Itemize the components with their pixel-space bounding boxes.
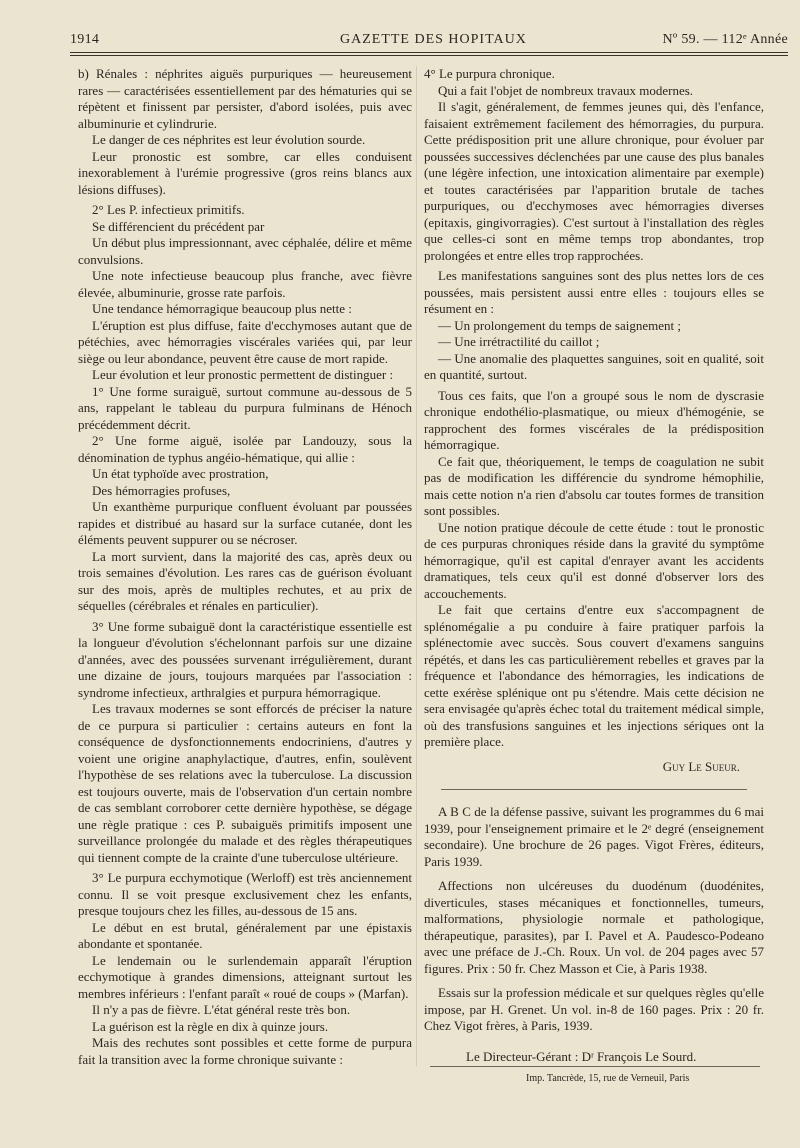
paragraph: Il n'y a pas de fièvre. L'état général reste très bon. bbox=[92, 1002, 351, 1017]
paragraph: Un exanthème purpurique confluent évoluant par poussées rapides et distribué au hasard sur la surface cutanée, dont les éléments peuvent suppurer ou se nécroser. bbox=[78, 499, 412, 547]
book-review: A B C de la défense passive, suivant les programmes du 6 mai 1939, pour l'enseignement primaire et le 2ᵉ degré (enseignement secondaire). Une brochure de 26 pages. Vigot Frères, éditeurs, Paris 1939. bbox=[424, 804, 764, 869]
paragraph: Une notion pratique découle de cette étude : tout le pronostic de ces purpuras chroniques réside dans la gravité du symptôme hémorragique, qu'il est capital d'enrayer avant les accidents dramatiques, tels ceux qu'il est donné d'observer lors des accouchements. bbox=[424, 519, 764, 601]
paragraph: 3° Une forme subaiguë dont la caractéristique essentielle est la longueur d'évolution s'échelonnant parfois sur une dizaine d'années, avec des poussées survenant irrégulièrement, durant une dizaine de jours, toujours marquées par l'association : syndrome infectieux, arthralgies et purpura hémorragique. bbox=[78, 618, 412, 700]
paragraph: Il s'agit, généralement, de femmes jeunes qui, dès l'enfance, faisaient extrêmement facilement des hémorragies, du purpura. Cette prédisposition prit une allure chronique, pour évoluer par poussées successives déclenchées par une cause des plus banales (une légère infection, une intoxication alimentaire par exemple) et toutes caractérisées par l'apparition brutale de taches purpuriques, ou d'ecchymoses avec hémorragies diverses (epitaxis, gingivorragies). C'est surtout à l'installation des règles que celles-ci sont en même temps trop abondantes, trop prolongées et entre elles trop rapprochées. bbox=[424, 99, 764, 263]
paragraph: b) Rénales : néphrites aiguës purpuriques — heureusement rares — caractérisées essentiellement par des hématuries qui se répètent et finissent par persister, d'abord isolées, puis avec albuminurie et cylindrurie. bbox=[78, 66, 412, 131]
header-issue: Nº 59. — 112ᵉ Année bbox=[662, 32, 788, 47]
header-title: GAZETTE DES HOPITAUX bbox=[340, 32, 527, 47]
section-heading: 4° Le purpura chronique. bbox=[424, 66, 555, 81]
header-rule-bottom bbox=[70, 55, 788, 56]
author-signature: Guy Le Sueur. bbox=[662, 758, 740, 774]
paragraph: — Un prolongement du temps de saignement ; bbox=[438, 317, 681, 333]
column-divider bbox=[416, 66, 417, 1066]
paragraph: Qui a fait l'objet de nombreux travaux modernes. bbox=[438, 82, 694, 98]
paragraph: Le fait que certains d'entre eux s'accompagnent de splénomégalie a pu conduire à faire pratiquer parfois la splénectomie avec succès. Sous couvert d'examens sanguins répétés, et dans les cas particulièrement rebelles et graves par la fréquence et l'abondance des hémorragies, les indications de cette exérèse splénique ont pu s'étendre. Mais cette décision ne sera envisagée qu'après échec total du traitement médical simple, où des transfusions sanguines et les injections sériques ont la première place. bbox=[424, 602, 764, 749]
book-review: Affections non ulcéreuses du duodénum (duodénites, diverticules, stases mécaniques et fonctionnelles, tumeurs, malformations, physiologie normale et pathologique, thérapeutique, parasites), par I. Pavel et A. Paudesco-Podeano avec une préface de J.-Ch. Roux. Un vol. de 204 pages avec 57 figures. Prix : 50 fr. Chez Masson et Cie, à Paris 1938. bbox=[424, 878, 764, 976]
paragraph: Leur évolution et leur pronostic permettent de distinguer : bbox=[92, 367, 394, 382]
section-divider bbox=[441, 789, 747, 790]
paragraph: Se différencient du précédent par bbox=[92, 218, 265, 234]
paragraph: Leur pronostic est sombre, car elles conduisent inexorablement à l'urémie progressive (gros reins blancs aux lésions diffuses). bbox=[78, 148, 412, 197]
footer-rule bbox=[430, 1066, 760, 1067]
paragraph: Tous ces faits, que l'on a groupé sous le nom de dyscrasie chronique endothélio-plasmatique, ou mieux d'hémogénie, se rapprochent des formes viscérales de la prédisposition hémorragique. bbox=[424, 387, 764, 452]
page-header bbox=[70, 28, 788, 58]
paragraph: Le lendemain ou le surlendemain apparaît l'éruption ecchymotique à grandes dimensions, atteignant surtout les membres inférieurs : l'enfant paraît « roué de coups » (Marfan). bbox=[78, 952, 412, 1001]
paragraph: — Une irrétractilité du caillot ; bbox=[438, 334, 600, 349]
paragraph: 1° Une forme suraiguë, surtout commune au-dessous de 5 ans, rappelant le tableau du purpura fulminans de Hénoch précédemment décrit. bbox=[78, 383, 412, 432]
paragraph: Le danger de ces néphrites est leur évolution sourde. bbox=[92, 132, 366, 147]
footer-gerant: Le Directeur-Gérant : Dʳ François Le Sourd. bbox=[466, 1049, 697, 1064]
paragraph: 2° Une forme aiguë, isolée par Landouzy, sous la dénomination de typhus angéio-hématique, qui allie : bbox=[78, 433, 412, 465]
header-year: 1914 bbox=[70, 32, 100, 47]
paragraph: Une tendance hémorragique beaucoup plus nette : bbox=[92, 301, 352, 316]
paragraph: Un début plus impressionnant, avec céphalée, délire et même convulsions. bbox=[78, 235, 412, 267]
paragraph: Des hémorragies profuses, bbox=[92, 482, 231, 498]
paragraph: Les travaux modernes se sont efforcés de préciser la nature de ce purpura si particulier : certains auteurs en font la conséquence de dysfonctionnements endocriniens, d'autres y voient une origine anaphylactique, d'autres, enfin, soulèvent l'hypothèse de ses relations avec la tuberculose. La discussion est toujours ouverte, mais de l'observation d'un certain nombre de cas semblant corroborer cette dernière hypothèse, se dégage une règle pratique : ces P. subaiguës primitifs imposent une surveillance prolongée du malade et des règles thérapeutiques qui tiennent compte de la crainte d'une tuberculose ultérieure. bbox=[78, 701, 412, 865]
footer-imprimerie: Imp. Tancrède, 15, rue de Verneuil, Paris bbox=[526, 1073, 690, 1084]
header-rule-top bbox=[70, 52, 788, 53]
subsection-heading: 2° Les P. infectieux primitifs. bbox=[92, 202, 245, 217]
paragraph: Le début en est brutal, généralement par une épistaxis abondante et spontanée. bbox=[78, 919, 412, 951]
book-review: Essais sur la profession médicale et sur quelques règles qu'elle impose, par H. Grenet. Un vol. in-8 de 160 pages. Prix : 20 fr. Chez Vigot frères, à Paris, 1939. bbox=[424, 985, 764, 1033]
paragraph: La mort survient, dans la majorité des cas, après deux ou trois semaines d'évolution. Les rares cas de guérison évoluant sur des mois, après de multiples rechutes, et au prix de séquelles (cérébrales et rénales en particulier). bbox=[78, 548, 412, 613]
paragraph: 3° Le purpura ecchymotique (Werloff) est très anciennement connu. Il se voit presque exclusivement chez les enfants, presque toujours chez les filles, au-dessous de 15 ans. bbox=[78, 870, 412, 918]
paragraph: Un état typhoïde avec prostration, bbox=[92, 466, 269, 481]
paragraph: La guérison est la règle en dix à quinze jours. bbox=[92, 1018, 329, 1034]
right-column bbox=[424, 66, 764, 1035]
paragraph: Les manifestations sanguines sont des plus nettes lors de ces poussées, mais persistent aussi entre elles : toujours elles se résument en : bbox=[424, 268, 764, 316]
paragraph: Une note infectieuse beaucoup plus franche, avec fièvre élevée, albuminurie, grosse rate parfois. bbox=[78, 268, 412, 300]
left-column bbox=[78, 66, 412, 1068]
paragraph: Ce fait que, théoriquement, le temps de coagulation ne subit pas de modification les différencie du syndrome hémophilie, mais cette notion n'a rien d'absolu car toutes formes de transition sont possibles. bbox=[424, 453, 764, 518]
paragraph: — Une anomalie des plaquettes sanguines, soit en qualité, soit en quantité, surtout. bbox=[424, 350, 764, 382]
paragraph: Mais des rechutes sont possibles et cette forme de purpura fait la transition avec la forme chronique suivante : bbox=[78, 1035, 412, 1067]
paragraph: L'éruption est plus diffuse, faite d'ecchymoses autant que de pétéchies, avec hémorragies viscérales variées qui, par leur siège ou leur abondance, peuvent être cause de mort rapide. bbox=[78, 317, 412, 366]
